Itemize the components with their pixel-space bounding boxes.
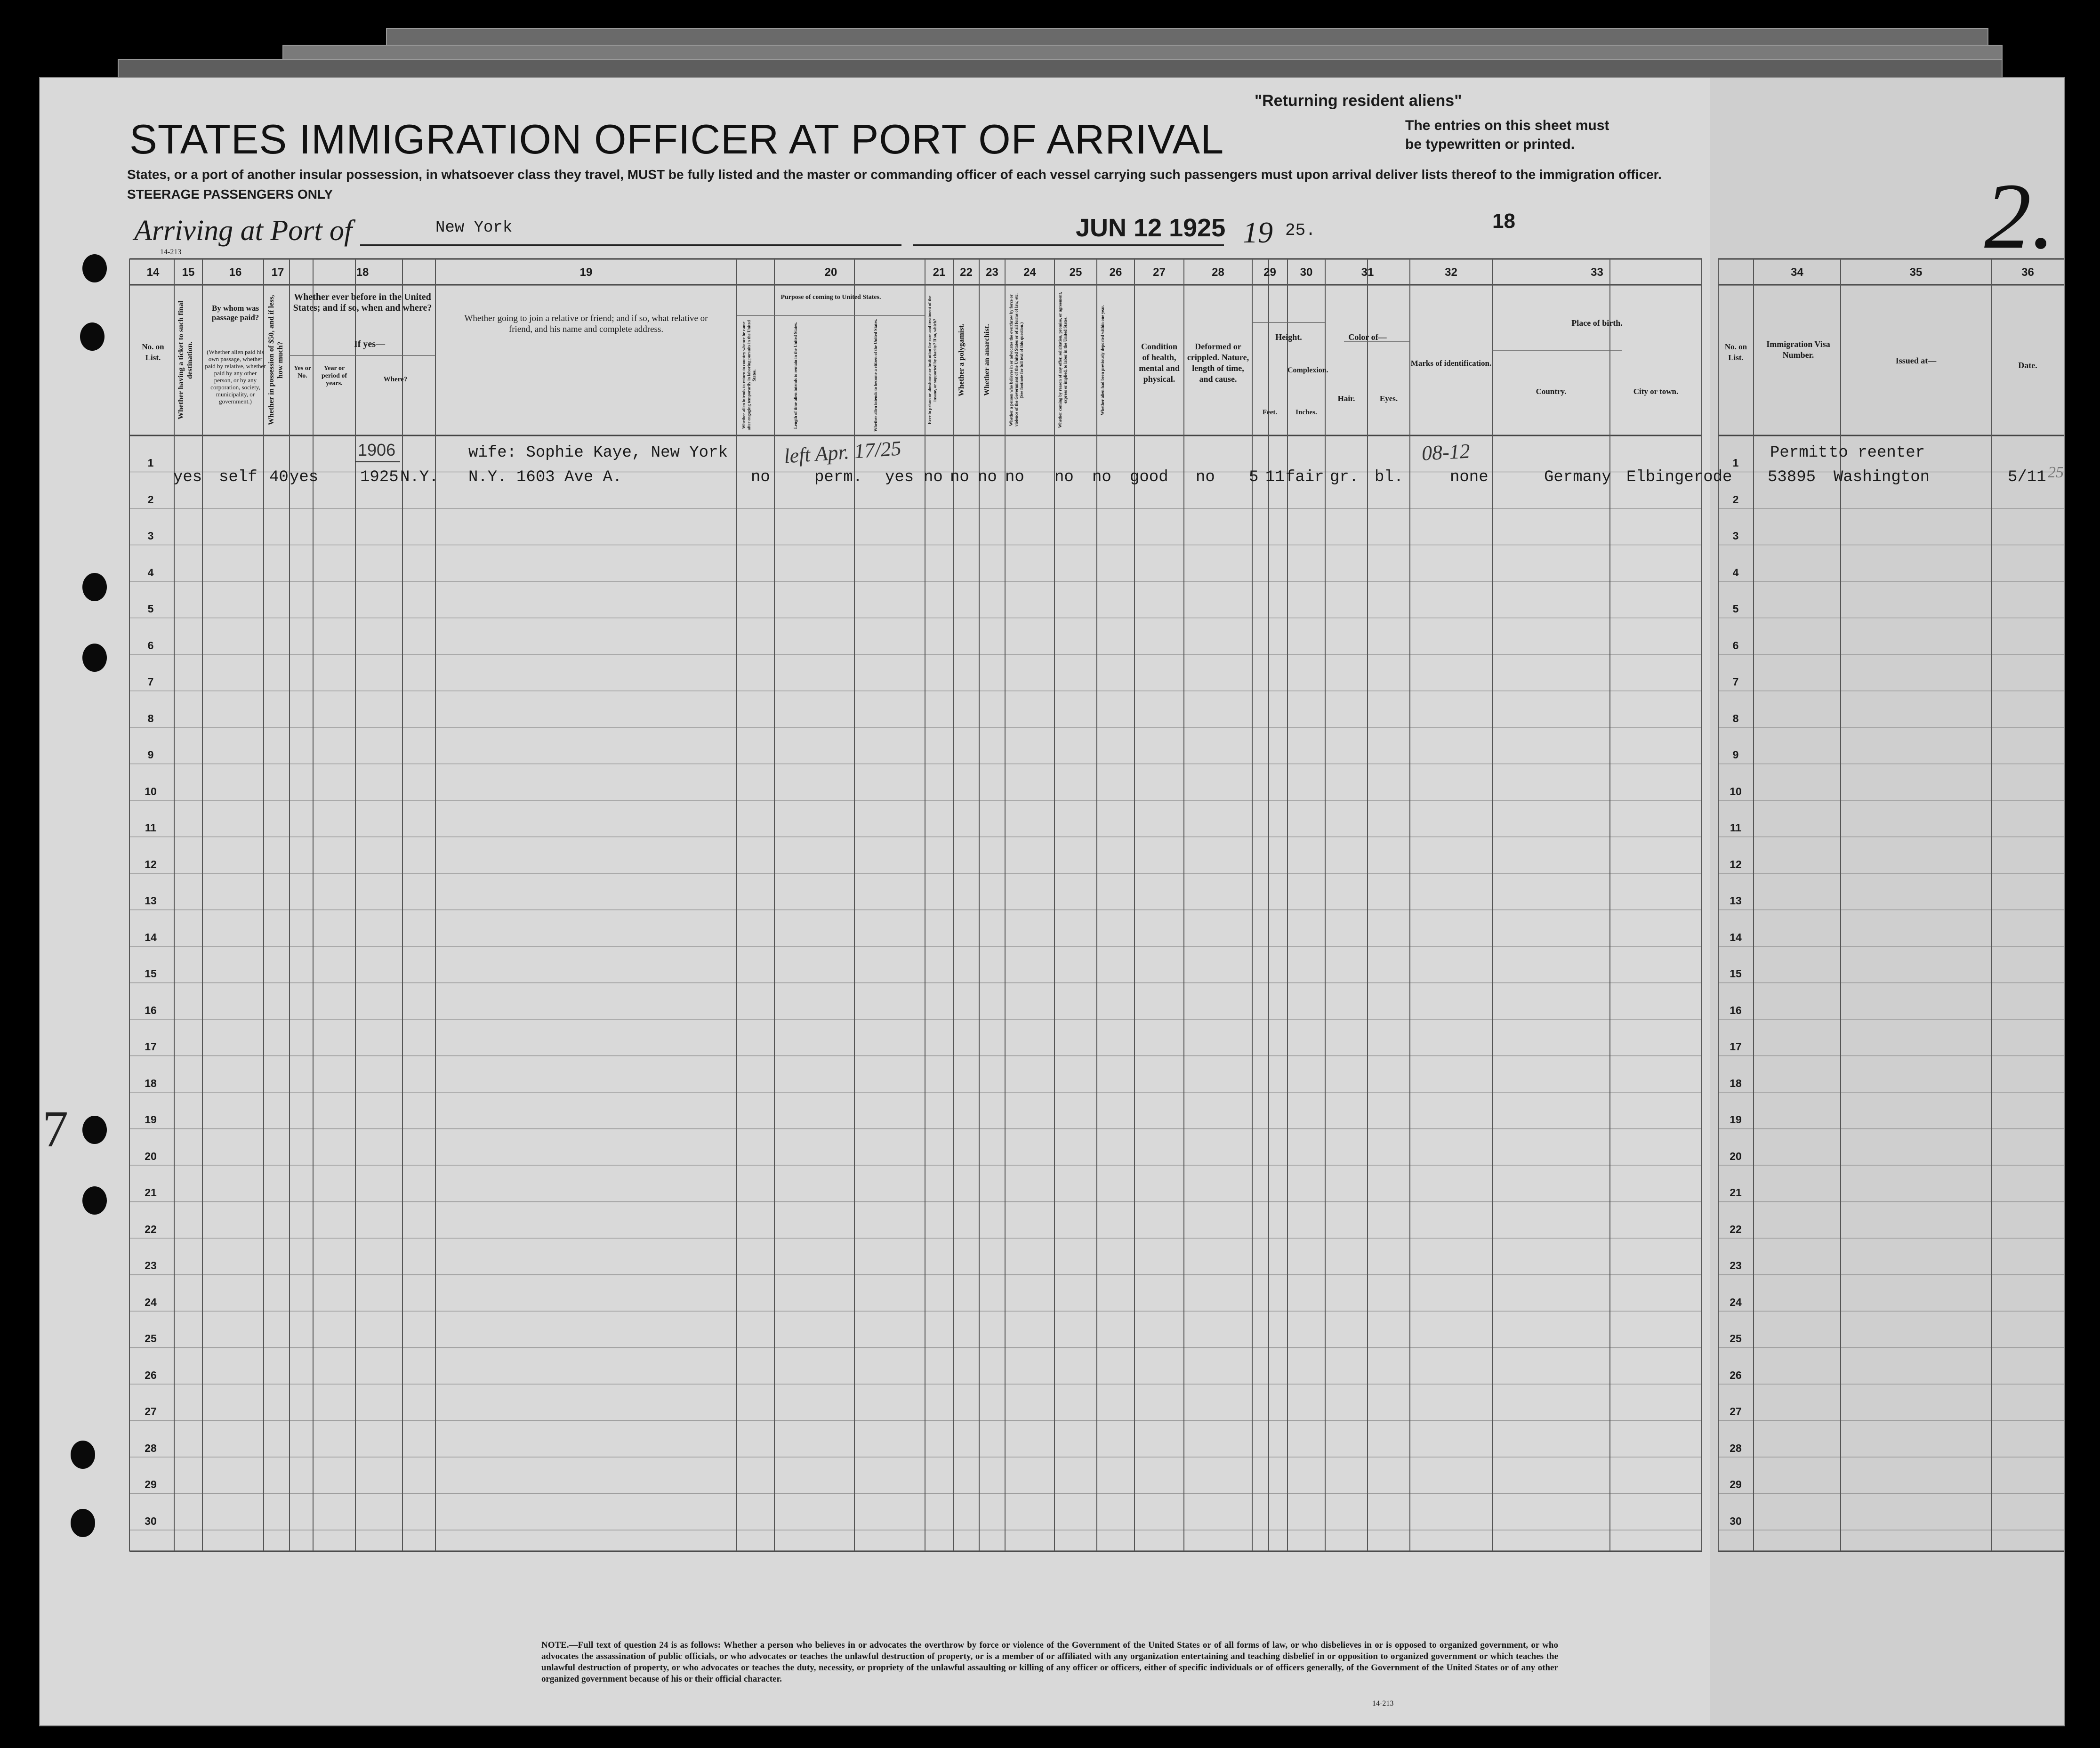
manifest-page	[40, 78, 2064, 1725]
col-num-35: 35	[1909, 266, 1923, 279]
col-num-26: 26	[1109, 266, 1122, 279]
row1-anarchist: no	[978, 468, 997, 486]
form-number-bottom: 14-213	[1372, 1700, 1394, 1708]
row-number: 9	[1732, 749, 1739, 761]
row1-citizen: yes	[885, 468, 914, 486]
row1-marks: none	[1450, 468, 1489, 486]
col-num-15: 15	[182, 266, 195, 279]
header-sentence: States, or a port of another insular possession, in whatsoever class they travel, MUST be fully listed and the master or commanding officer of each vessel carrying such passengers must upon arrival deliver lists thereof to the immigration officer.	[127, 167, 1662, 182]
row1-before-where: N.Y.	[400, 468, 439, 486]
row-number: 9	[147, 749, 154, 761]
header-issued-at: Issued at—	[1895, 356, 1937, 365]
header-overthrow: Whether a person who believes in or advocates the overthrow by force or violence of the Government of the United States or of all forms of law, etc. (See footnote for full text of this question.)	[1009, 293, 1024, 427]
col-num-28: 28	[1212, 266, 1224, 279]
header-color: Color of—	[1348, 332, 1387, 342]
row1-overthrow: no	[1005, 468, 1024, 486]
row-number: 19	[1730, 1113, 1742, 1126]
row-number: 28	[145, 1442, 157, 1454]
row-number: 12	[145, 858, 157, 870]
col-num-19: 19	[579, 266, 593, 279]
row-number: 3	[147, 530, 154, 542]
row1-visa-number: 53895	[1768, 468, 1816, 486]
page-number: 2.	[1984, 164, 2055, 268]
sheet-number: 18	[1492, 209, 1515, 233]
row-number: 1	[147, 457, 154, 469]
row-number: 13	[1730, 894, 1742, 907]
row-number: 24	[1730, 1296, 1742, 1308]
col-num-32: 32	[1445, 266, 1457, 279]
row1-eyes: bl.	[1375, 468, 1404, 486]
header-place-of-birth: Place of birth.	[1571, 318, 1623, 328]
handwritten-year: 1906	[358, 440, 396, 459]
row-number: 3	[1732, 530, 1739, 542]
row-number: 10	[145, 785, 157, 797]
arriving-label: Arriving at Port of	[134, 215, 353, 247]
row1-prison: no	[924, 468, 943, 486]
col-num-22: 22	[960, 266, 973, 279]
row1-before-year: 1925	[360, 468, 399, 486]
col-num-21: 21	[933, 266, 946, 279]
header-purpose: Purpose of coming to United States.	[780, 294, 881, 301]
row-number: 15	[1730, 967, 1742, 980]
row-number: 25	[1730, 1332, 1742, 1345]
header-purpose-citizen: Whether alien intends to become a citizen of the United States.	[873, 319, 878, 432]
col-num-34: 34	[1791, 266, 1803, 279]
header-visa-number: Immigration Visa Number.	[1766, 339, 1830, 360]
header-no-on-list-right: No. on List.	[1724, 342, 1747, 362]
row1-purpose-note: left Apr. 17/25	[783, 436, 902, 468]
form-number: 14-213	[160, 248, 182, 256]
col-num-18: 18	[356, 266, 369, 279]
row-number: 7	[1732, 676, 1739, 688]
row1-deported: no	[1092, 468, 1111, 486]
row1-deformed: no	[1196, 468, 1215, 486]
row1-join-line1: wife: Sophie Kaye, New York	[468, 444, 728, 462]
instruction-line: be typewritten or printed.	[1405, 137, 1575, 152]
col-num-20: 20	[824, 266, 837, 279]
row-number: 18	[145, 1077, 157, 1089]
header-where: Where?	[383, 376, 408, 383]
row1-polygamist: no	[950, 468, 969, 486]
row-number: 19	[145, 1113, 157, 1126]
row1-return-country: no	[751, 468, 770, 486]
margin-mark: 7	[42, 1100, 68, 1158]
header-health: Condition of health, mental and physical.	[1139, 342, 1180, 384]
year-prefix: 19	[1243, 216, 1273, 249]
header-passage-paid: By whom was passage paid?	[211, 304, 259, 322]
row-number: 20	[145, 1150, 157, 1162]
row1-issued-line1: to reenter	[1829, 444, 1925, 462]
port-value: New York	[435, 219, 513, 237]
row-number: 20	[1730, 1150, 1742, 1162]
page-title: STATES IMMIGRATION OFFICER AT PORT OF ARRIVAL	[129, 116, 1224, 162]
col-num-27: 27	[1153, 266, 1166, 279]
row-number: 2	[1732, 493, 1739, 506]
col-num-14: 14	[146, 266, 160, 279]
punch-hole	[82, 644, 107, 672]
header-country: Country.	[1536, 387, 1567, 396]
footnote: NOTE.—Full text of question 24 is as follows: Whether a person who believes in or advocates the overthrow by force or violence of the Government of the United States or of all forms of law, or who disbelieves in or is opposed to organized government, or who advocates the assassination of public officials, or who advocates or teaches the unlawful destruction of property, or is a member of or affiliated with any organization entertaining and teaching disbelief in or opposition to organized government or which teaches the unlawful destruction of property, or who advocates or teaches the duty, necessity, or propriety of the unlawful assaulting or killing of any officer or officers, either of specific individuals or of officers generally, of the Government of the United States or of any other organized government because of his or their official character.	[541, 1640, 1558, 1684]
row-number: 26	[145, 1369, 157, 1381]
punch-hole	[82, 573, 107, 601]
row-number: 22	[1730, 1223, 1742, 1235]
header-labor-offer: Whether coming by reason of any offer, solicitation, promise, or agreement, express or implied, to labor in the United States.	[1058, 292, 1068, 428]
header-ticket: Whether having a ticket to such final destination.	[177, 300, 194, 420]
row1-ticket: yes	[173, 468, 202, 486]
col-num-16: 16	[229, 266, 242, 279]
row-number: 16	[1730, 1004, 1742, 1016]
row-number: 23	[1730, 1259, 1742, 1272]
header-polygamist: Whether a polygamist.	[957, 323, 966, 397]
year-value: 25.	[1285, 221, 1316, 240]
row1-health: good	[1130, 468, 1168, 486]
header-join-relative: Whether going to join a relative or friend; and if so, what relative or friend, and his name and complete address.	[464, 314, 708, 334]
row1-join-line2: N.Y. 1603 Ave A.	[468, 468, 622, 486]
row1-before-yes: yes	[290, 468, 319, 486]
row-number: 11	[1730, 822, 1742, 834]
row-number: 8	[147, 712, 154, 725]
row-number: 16	[145, 1004, 157, 1016]
row-number: 29	[145, 1478, 157, 1490]
header-if-yes: If yes—	[354, 339, 386, 349]
row1-length: perm.	[814, 468, 863, 486]
row-number: 27	[145, 1405, 157, 1418]
row1-inches: 11	[1265, 468, 1285, 486]
header-feet: Feet.	[1262, 409, 1278, 416]
row-number: 12	[1730, 858, 1742, 870]
row-number: 27	[1730, 1405, 1742, 1418]
row-number: 10	[1730, 785, 1742, 797]
header-hair: Hair.	[1337, 394, 1355, 403]
row-number: 15	[145, 967, 157, 980]
punch-hole	[80, 322, 105, 351]
col-num-31: 31	[1361, 266, 1374, 279]
row1-marks-note: 08-12	[1421, 439, 1471, 465]
row-number: 2	[147, 493, 154, 506]
row-number: 8	[1732, 712, 1739, 725]
returning-aliens-label: "Returning resident aliens"	[1255, 92, 1462, 110]
col-num-29: 29	[1263, 266, 1276, 279]
row-number: 21	[1730, 1186, 1742, 1199]
row1-complexion: fair	[1286, 468, 1324, 486]
row-number: 17	[1730, 1040, 1742, 1053]
row-number: 14	[145, 931, 157, 943]
header-inches: Inches.	[1295, 409, 1317, 416]
row-number: 7	[147, 676, 154, 688]
row-number: 14	[1730, 931, 1742, 943]
header-marks: Marks of identification.	[1410, 359, 1492, 368]
row1-money: 40	[269, 468, 289, 486]
header-anarchist: Whether an anarchist.	[983, 324, 991, 396]
steerage-label: STEERAGE PASSENGERS ONLY	[127, 187, 333, 201]
row1-visa-line1: Permit	[1770, 444, 1828, 462]
header-city: City or town.	[1633, 387, 1679, 396]
header-prison: Ever in prison or almshouse or institution for care and treatment of the insane, or supported by charity? If so, which?	[927, 296, 937, 425]
header-money: Whether in possession of $50, and if less, how much?	[267, 295, 284, 426]
table-grid	[40, 78, 2064, 1725]
row-number: 28	[1730, 1442, 1742, 1454]
row-number: 6	[147, 639, 154, 652]
row1-city: Elbingerode	[1626, 468, 1732, 486]
row1-feet: 5	[1249, 468, 1259, 486]
year-underline	[355, 461, 400, 462]
date-stamp: JUN 12 1925	[1076, 214, 1226, 242]
row-number: 1	[1732, 457, 1739, 469]
header-date: Date.	[2018, 361, 2037, 370]
row-number: 5	[1732, 603, 1739, 615]
header-deported: Whether alien had been previously deported within one year.	[1100, 305, 1105, 415]
header-year: Year or period of years.	[321, 365, 347, 387]
row1-date: 5/11	[2008, 468, 2046, 486]
row1-hair: gr.	[1330, 468, 1359, 486]
header-purpose-length: Length of time alien intends to remain in the United States.	[793, 322, 798, 429]
row-number: 6	[1732, 639, 1739, 652]
punch-hole	[71, 1441, 95, 1469]
col-num-17: 17	[271, 266, 284, 279]
instruction-line: The entries on this sheet must	[1405, 118, 1609, 133]
row1-paid-by: self	[219, 468, 257, 486]
punch-hole	[82, 1186, 107, 1215]
row-number: 11	[145, 822, 157, 834]
row-number: 30	[1730, 1514, 1742, 1527]
row-number: 25	[145, 1332, 157, 1345]
row1-date-note: 25	[2048, 464, 2064, 481]
header-complexion: Complexion.	[1287, 366, 1328, 374]
header-height: Height.	[1275, 332, 1302, 342]
col-num-24: 24	[1023, 266, 1036, 279]
col-num-30: 30	[1300, 266, 1313, 279]
punch-hole	[71, 1509, 95, 1537]
punch-hole	[82, 254, 107, 282]
row-number: 4	[147, 566, 154, 579]
header-no-on-list: No. on List.	[142, 342, 164, 362]
header-before-in-us: Whether ever before in the United States; and if so, when and where?	[293, 292, 432, 313]
row-number: 17	[145, 1040, 157, 1053]
header-deformed: Deformed or crippled. Nature, length of time, and cause.	[1187, 342, 1249, 384]
col-num-23: 23	[986, 266, 998, 279]
header-passage-paid-note: (Whether alien paid his own passage, whether paid by relative, whether paid by any other person, or by any corporation, society, municipality, or government.)	[205, 348, 266, 405]
row-number: 30	[145, 1514, 157, 1527]
row1-issued-at: Washington	[1834, 468, 1930, 486]
header-eyes: Eyes.	[1379, 394, 1398, 403]
row-number: 5	[147, 603, 154, 615]
row-number: 24	[145, 1296, 157, 1308]
header-purpose-return: Whether alien intends to return to country whence he came after engaging temporarily in laboring pursuits in the United States.	[741, 320, 756, 431]
row-number: 22	[145, 1223, 157, 1235]
row-number: 18	[1730, 1077, 1742, 1089]
col-num-36: 36	[2021, 266, 2034, 279]
row-number: 13	[145, 894, 157, 907]
col-num-25: 25	[1069, 266, 1082, 279]
row-number: 26	[1730, 1369, 1742, 1381]
row-number: 23	[145, 1259, 157, 1272]
row1-labor-offer: no	[1054, 468, 1074, 486]
row-number: 21	[145, 1186, 157, 1199]
punch-hole	[82, 1116, 107, 1144]
row-number: 4	[1732, 566, 1739, 579]
row1-country: Germany	[1544, 468, 1611, 486]
col-num-33: 33	[1591, 266, 1603, 279]
row-number: 29	[1730, 1478, 1742, 1490]
header-yes-no: Yes or No.	[294, 365, 311, 379]
